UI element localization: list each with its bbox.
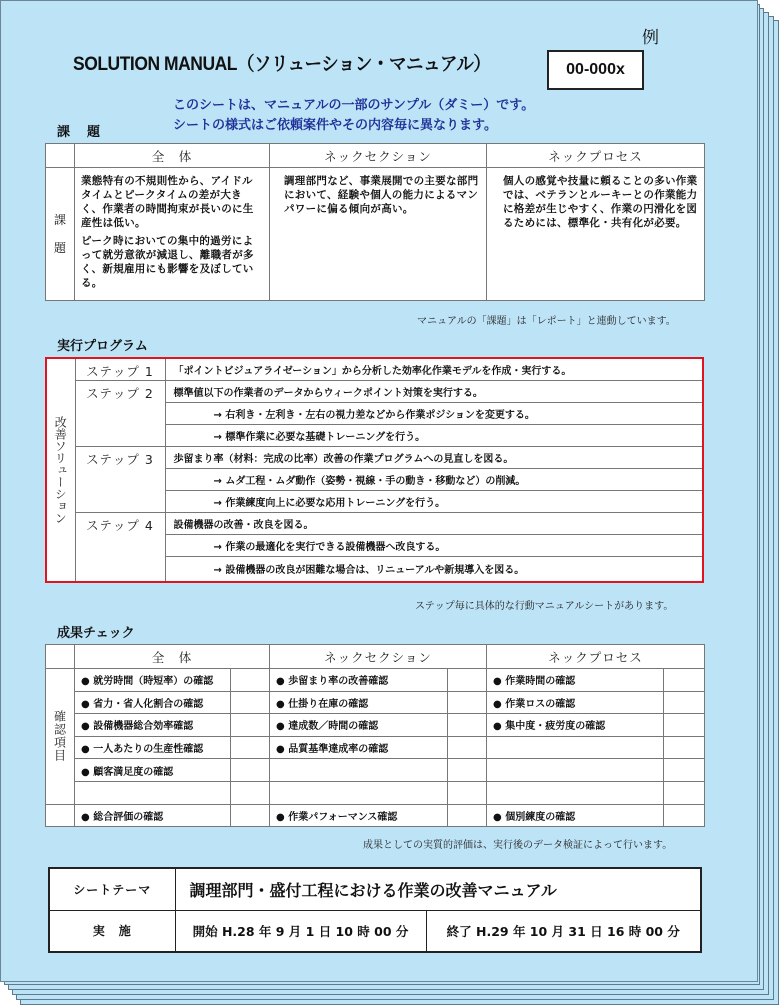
col-neck-process: ネックプロセス [487, 144, 705, 168]
step-3-action-2: → ムダ工程・ムダ動作（姿勢・視線・手の動き・移動など）の削減。 [165, 469, 703, 491]
program-side-label: 改善ソリューション [46, 358, 75, 582]
check-item [487, 736, 664, 759]
check-item [270, 759, 448, 782]
check-item: ● 顧客満足度の確認 [75, 759, 231, 782]
check-item-total: ● 作業パフォーマンス確認 [270, 804, 448, 827]
check-item: ● 一人あたりの生産性確認 [75, 736, 231, 759]
check-box [448, 691, 487, 714]
check-item [487, 759, 664, 782]
check-box [664, 714, 705, 737]
step-2-action-3: → 標準作業に必要な基礎トレーニングを行う。 [165, 425, 703, 447]
notice-line-2: シートの様式はご依頼案件やその内容毎に異なります。 [173, 118, 497, 133]
step-3-action-1: 歩留まり率（材料：完成の比率）改善の作業プログラムへの見直しを図る。 [165, 447, 703, 469]
check-item: ● 設備機器総合効率確認 [75, 714, 231, 737]
check-item-total: ● 総合評価の確認 [75, 804, 231, 827]
col-overall: 全 体 [75, 645, 270, 669]
check-box [231, 736, 270, 759]
implementation-label: 実 施 [49, 910, 175, 952]
check-box [231, 759, 270, 782]
results-section-title: 成果チェック [57, 626, 135, 641]
step-1-label: ステップ 1 [75, 358, 165, 381]
col-overall: 全 体 [75, 144, 270, 168]
check-box [448, 781, 487, 804]
side-blank [46, 804, 75, 827]
check-item: ● 達成数／時間の確認 [270, 714, 448, 737]
issue-neck-process: 個人の感覚や技量に頼ることの多い作業では、ベテランとルーキーとの作業能力に格差が生じやすく、作業の円滑化を図るためには、標準化・共有化が必要。 [487, 168, 705, 301]
results-note: 成果としての実質的評価は、実行後のデータ検証によって行います。 [363, 840, 673, 851]
check-box [448, 759, 487, 782]
check-box [448, 736, 487, 759]
check-box [231, 669, 270, 692]
check-item-total: ● 個別練度の確認 [487, 804, 664, 827]
check-box [448, 804, 487, 827]
check-item [487, 781, 664, 804]
check-item: ● 集中度・疲労度の確認 [487, 714, 664, 737]
step-3-label: ステップ 3 [75, 447, 165, 513]
header-blank [46, 645, 75, 669]
issue-overall: 業態特有の不規則性から、アイドルタイムとピークタイムの差が大きく、作業者の時間拘束が長いのに生産性は低い。 ピーク時においての集中的過労によって就労意欲が減退し、離職者が多く、新規雇用にも影響を及ぼしている。 [75, 168, 270, 301]
sheet-code: 00-000x [547, 50, 644, 90]
check-box [231, 804, 270, 827]
program-section-title: 実行プログラム [57, 339, 148, 354]
issues-section-title: 課 題 [57, 125, 103, 140]
issues-side-label: 課 題 [46, 168, 75, 301]
check-box [231, 714, 270, 737]
check-item: ● 省力・省人化割合の確認 [75, 691, 231, 714]
check-item [75, 781, 231, 804]
issues-table [45, 143, 705, 301]
check-box [664, 691, 705, 714]
step-4-action-3: → 設備機器の改良が困難な場合は、リニューアルや新規導入を図る。 [165, 557, 703, 582]
col-neck-process: ネックプロセス [487, 645, 705, 669]
check-box [664, 669, 705, 692]
step-2-action-1: 標準値以下の作業者のデータからウィークポイント対策を実行する。 [165, 381, 703, 403]
step-4-label: ステップ 4 [75, 513, 165, 582]
step-4-action-1: 設備機器の改善・改良を図る。 [165, 513, 703, 535]
check-item: ● 作業ロスの確認 [487, 691, 664, 714]
header-blank [46, 144, 75, 168]
check-box [231, 781, 270, 804]
theme-table [48, 867, 702, 953]
issue-neck-section: 調理部門など、事業展開での主要な部門において、経験や個人の能力によるマンパワーに偏る傾向が高い。 [270, 168, 487, 301]
step-2-action-2: → 右利き・左利き・左右の視力差などから作業ポジションを変更する。 [165, 403, 703, 425]
check-box [664, 736, 705, 759]
theme-label: シートテーマ [49, 868, 175, 910]
check-item: ● 就労時間（時短率）の確認 [75, 669, 231, 692]
check-box [448, 714, 487, 737]
step-1-action-1: 「ポイントビジュアライゼーション」から分析した効率化作業モデルを作成・実行する。 [165, 358, 703, 381]
check-item [270, 781, 448, 804]
end-datetime: 終了 H.29 年 10 月 31 日 16 時 00 分 [426, 910, 701, 952]
theme-value: 調理部門・盛付工程における作業の改善マニュアル [175, 868, 701, 910]
issues-note: マニュアルの「課題」は「レポート」と連動しています。 [417, 316, 676, 327]
check-item: ● 作業時間の確認 [487, 669, 664, 692]
page-title: SOLUTION MANUAL（ソリューション・マニュアル） [73, 54, 491, 75]
results-table [45, 644, 705, 827]
step-3-action-3: → 作業練度向上に必要な応用トレーニングを行う。 [165, 491, 703, 513]
check-box [664, 781, 705, 804]
check-box [664, 804, 705, 827]
program-table [45, 357, 704, 583]
step-2-label: ステップ 2 [75, 381, 165, 447]
program-note: ステップ毎に具体的な行動マニュアルシートがあります。 [415, 601, 674, 612]
check-box [231, 691, 270, 714]
check-box [664, 759, 705, 782]
results-side-label: 確認項目 [46, 669, 75, 805]
sample-notice [173, 96, 534, 136]
step-4-action-2: → 作業の最適化を実行できる設備機器へ改良する。 [165, 535, 703, 557]
example-label: 例 [642, 28, 659, 48]
check-item: ● 歩留まり率の改善確認 [270, 669, 448, 692]
check-box [448, 669, 487, 692]
start-datetime: 開始 H.28 年 9 月 1 日 10 時 00 分 [175, 910, 426, 952]
col-neck-section: ネックセクション [270, 645, 487, 669]
col-neck-section: ネックセクション [270, 144, 487, 168]
check-item: ● 品質基準達成率の確認 [270, 736, 448, 759]
notice-line-1: このシートは、マニュアルの一部のサンプル（ダミー）です。 [173, 98, 535, 113]
check-item: ● 仕掛り在庫の確認 [270, 691, 448, 714]
